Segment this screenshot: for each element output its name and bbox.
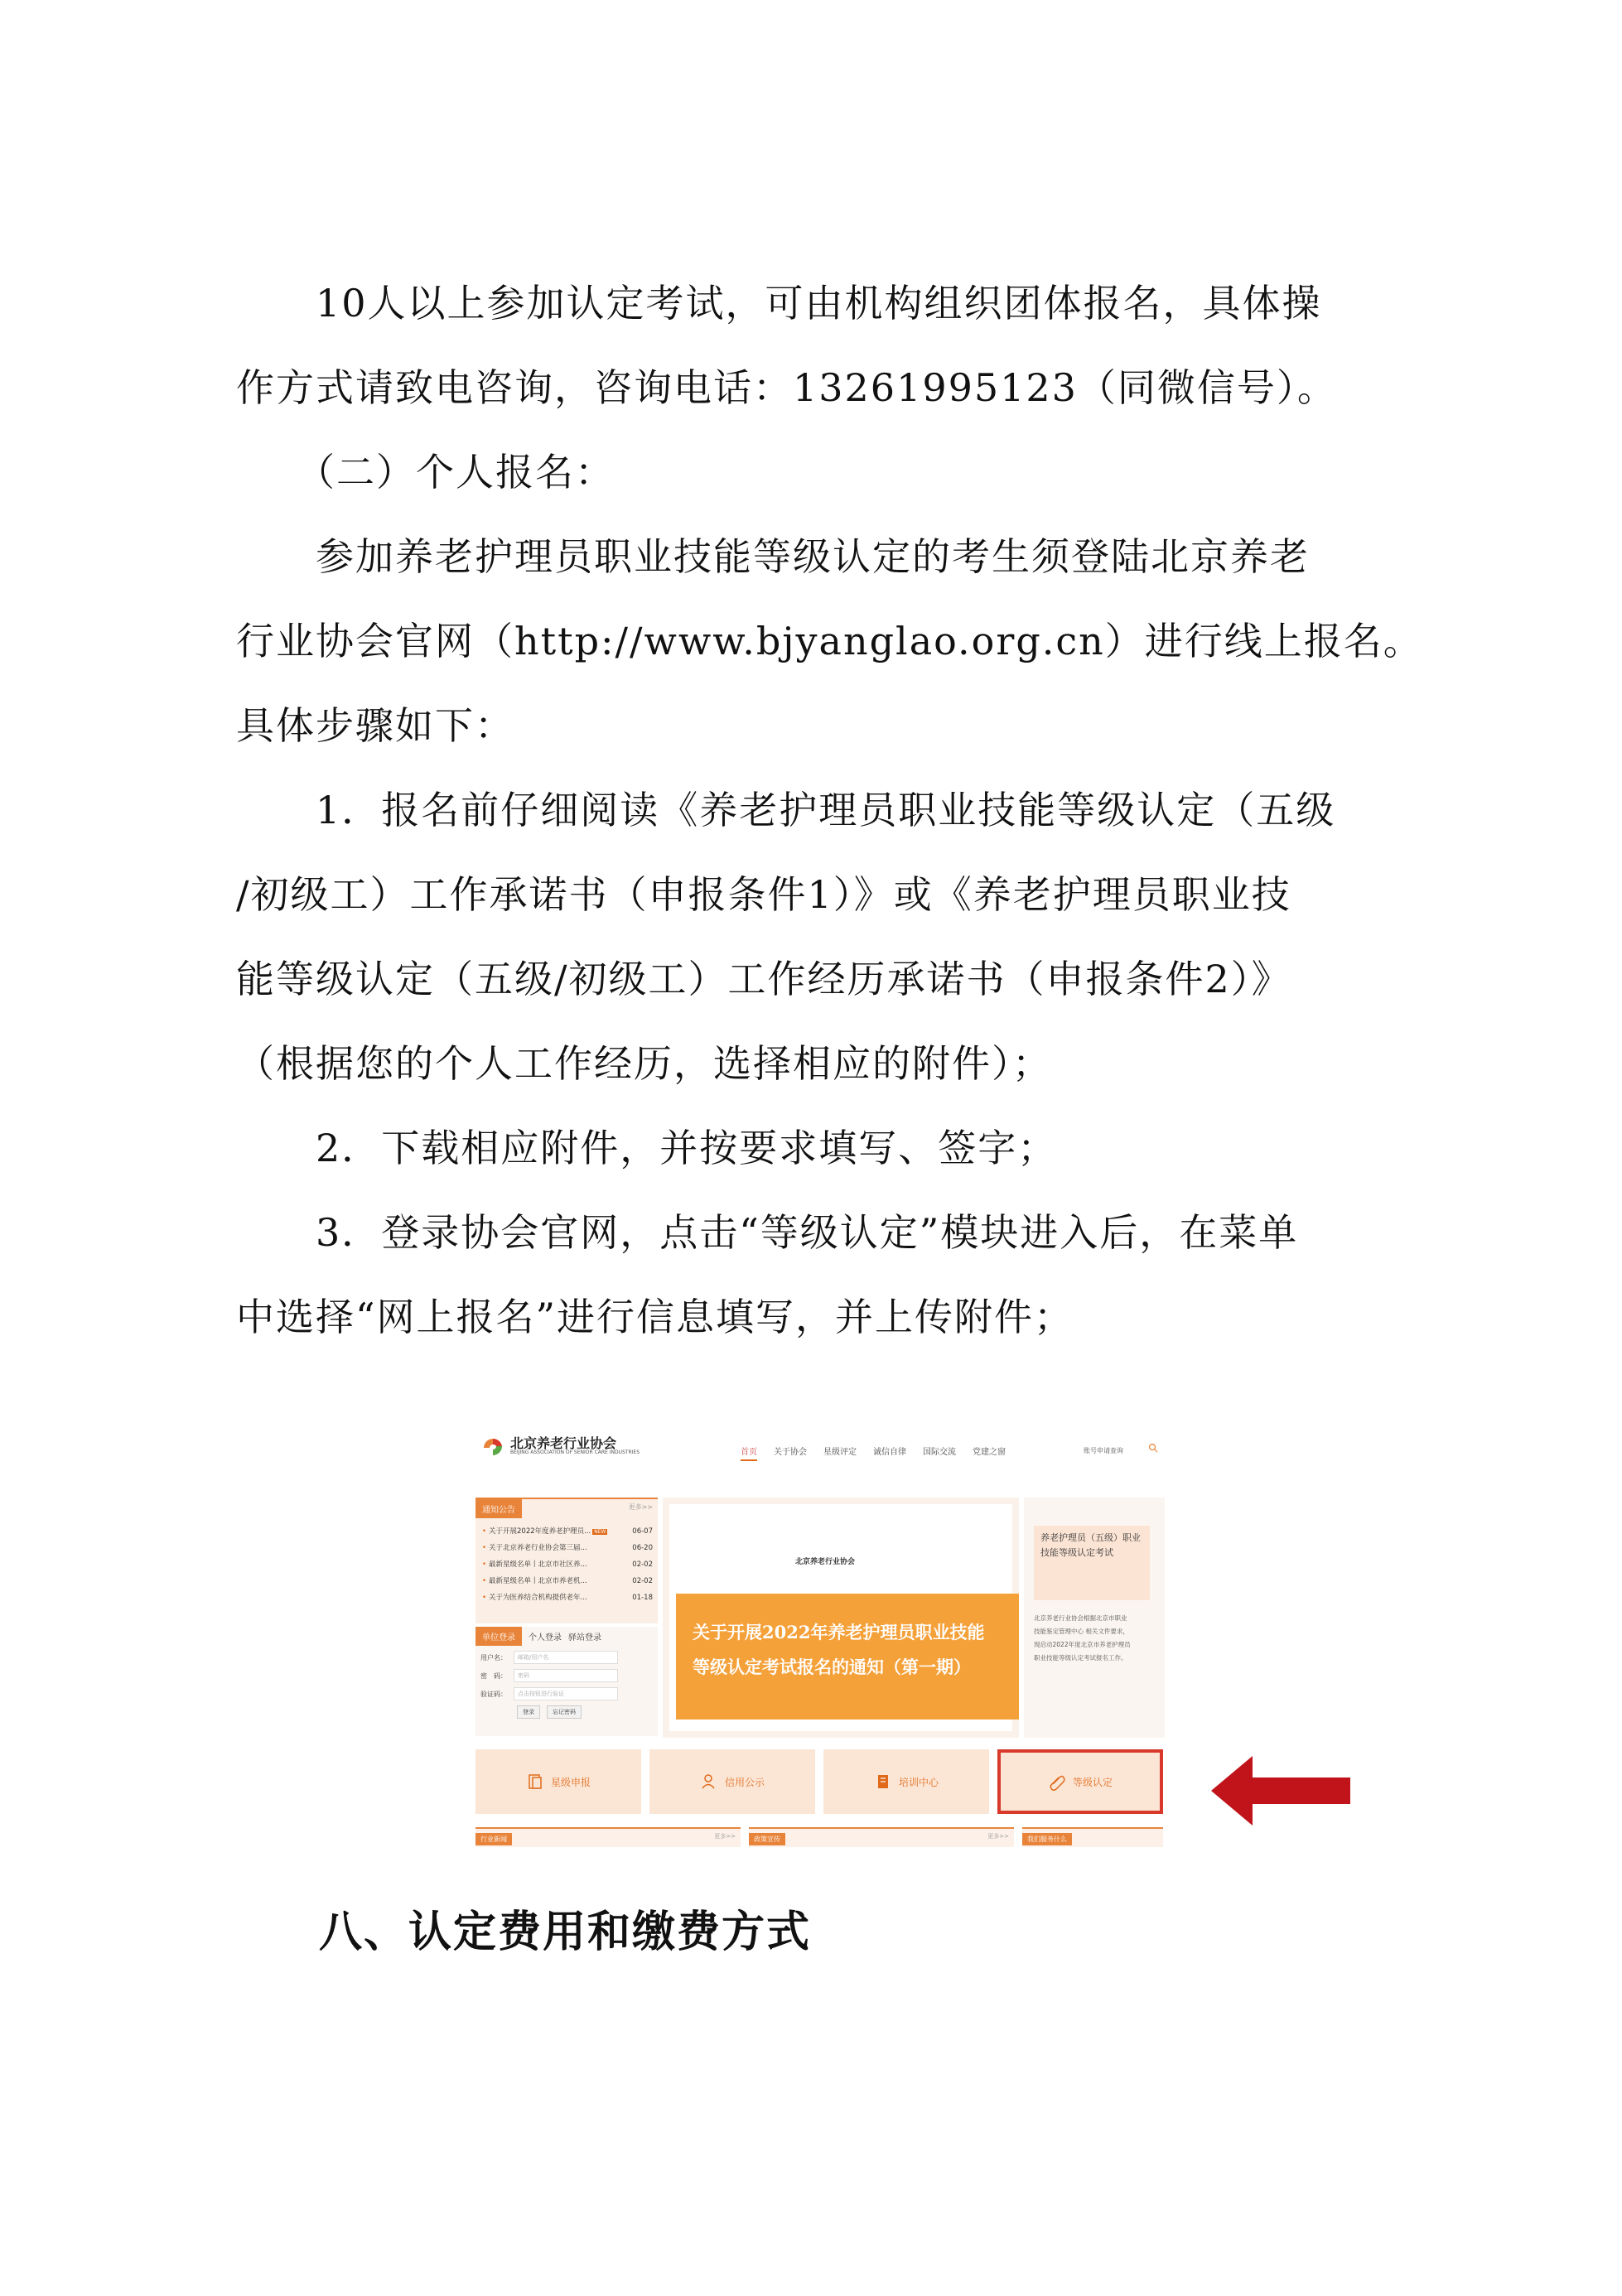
new-badge: NEW (594, 1529, 606, 1535)
login-panel (475, 1627, 658, 1736)
password-input[interactable]: 密码 (514, 1669, 618, 1682)
notice-list (475, 1518, 658, 1606)
paragraph-step-3 (236, 1190, 1412, 1359)
text-line: （根据您的个人工作经历，选择相应的附件）； (236, 1041, 1052, 1086)
association-logo-icon (480, 1435, 505, 1459)
login-button[interactable]: 登录 (517, 1705, 540, 1719)
list-item[interactable]: • 最新星级名单丨北京市养老机... 02-02 (482, 1573, 653, 1589)
right-panel-body: 北京养老行业协会根据北京市职业 技能鉴定管理中心 相关文件要求， 现启动2022年度北京市养老护理员 职业技能等级认定考试报名工作。 (1034, 1614, 1131, 1662)
section-heading: 八、认定费用和缴费方式 (319, 1908, 812, 1957)
paragraph-step-1 (236, 768, 1412, 1106)
policy-tab[interactable]: 政策宣传 (749, 1833, 785, 1845)
search-icon[interactable] (1148, 1443, 1158, 1453)
website-screenshot (471, 1425, 1168, 1852)
username-input[interactable]: 邮箱/用户名 (514, 1651, 618, 1664)
list-item[interactable]: • 最新星级名单丨北京市社区养... 02-02 (482, 1556, 653, 1573)
right-info-panel (1024, 1498, 1165, 1738)
paragraph-step-2 (236, 1106, 1412, 1190)
text-line: 作方式请致电咨询，咨询电话：13261995123（同微信号）。 (236, 365, 1337, 410)
paragraph-group-registration (236, 261, 1412, 430)
tile-credit-public[interactable]: 信用公示 (649, 1749, 815, 1814)
tile-training-center[interactable]: 培训中心 (823, 1749, 989, 1814)
list-item[interactable]: • 关于为医养结合机构提供老年... 01-18 (482, 1589, 653, 1606)
text-line: 中选择“网上报名”进行信息填写，并上传附件； (236, 1295, 1074, 1339)
user-icon (700, 1773, 718, 1791)
tab-personal-login[interactable]: 个人登录 (529, 1633, 562, 1642)
left-column (475, 1498, 658, 1738)
login-tabs (475, 1627, 658, 1646)
right-panel-title[interactable]: 养老护理员（五级）职业技能等级认定考试 (1034, 1526, 1150, 1600)
paperclip-icon (1048, 1773, 1066, 1791)
username-row: 用户名： 邮箱/用户名 (480, 1651, 658, 1664)
tab-unit-login[interactable]: 单位登录 (475, 1627, 522, 1646)
industry-news-more[interactable]: 更多>> (714, 1833, 736, 1840)
nav-about[interactable]: 关于协会 (774, 1448, 807, 1457)
login-buttons (517, 1705, 658, 1719)
banner-logo: 北京养老行业协会 (795, 1558, 856, 1566)
forgot-password-button[interactable]: 忘记密码 (547, 1705, 582, 1719)
text-line: 10人以上参加认定考试，可由机构组织团体报名，具体操 (236, 281, 1322, 326)
site-logo-english: BEIJING ASSOCIATION OF SENIOR CARE INDUSTRIES (510, 1449, 640, 1455)
paragraph-section-individual (236, 430, 1412, 514)
nav-star-rating[interactable]: 星级评定 (823, 1448, 857, 1457)
policy-bar (749, 1827, 1014, 1847)
nav-international[interactable]: 国际交流 (923, 1448, 956, 1457)
book-icon (874, 1773, 892, 1791)
text-line: 1．报名前仔细阅读《养老护理员职业技能等级认定（五级 (236, 788, 1336, 832)
text-line: 3．登录协会官网，点击“等级认定”模块进入后，在菜单 (236, 1210, 1299, 1255)
site-header (471, 1425, 1168, 1471)
captcha-row: 验证码： 点击按钮进行验证 (480, 1687, 658, 1700)
text-line: 具体步骤如下： (236, 703, 514, 748)
tile-star-application[interactable]: 星级申报 (475, 1749, 641, 1814)
text-line: 2．下载相应附件，并按要求填写、签字； (236, 1126, 1058, 1170)
tab-station-login[interactable]: 驿站登录 (568, 1633, 601, 1642)
nav-integrity[interactable]: 诚信自律 (873, 1448, 906, 1457)
text-line: 行业协会官网（http://www.bjyanglao.org.cn）进行线上报名。 (236, 619, 1423, 663)
nav-party-building[interactable]: 党建之窗 (973, 1448, 1006, 1457)
services-tab[interactable]: 我们服务什么 (1022, 1833, 1072, 1845)
industry-news-bar (475, 1827, 741, 1847)
password-row: 密 码： 密码 (480, 1669, 658, 1682)
arrow-left-icon (1211, 1756, 1350, 1826)
services-bar (1022, 1827, 1163, 1847)
banner-card[interactable] (669, 1504, 1012, 1731)
list-item[interactable]: • 关于北京养老行业协会第三届... 06-20 (482, 1540, 653, 1556)
list-item[interactable]: • 关于开展2022年度养老护理员... NEW 06-07 (482, 1523, 653, 1540)
notice-more-link[interactable]: 更多>> (628, 1503, 653, 1511)
site-logo-name: 北京养老行业协会 (510, 1435, 617, 1451)
text-line: （二）个人报名： (236, 450, 615, 494)
banner-image[interactable] (676, 1594, 1019, 1720)
text-line: 参加养老护理员职业技能等级认定的考生须登陆北京养老 (236, 534, 1310, 579)
paragraph-website-login (236, 514, 1423, 768)
banner-area (663, 1498, 1019, 1738)
main-nav (741, 1445, 1006, 1461)
text-line: /初级工）工作承诺书（申报条件1）》或《养老护理员职业技 (236, 872, 1291, 917)
tile-level-certification[interactable]: 等级认定 (997, 1749, 1163, 1814)
document-icon (526, 1773, 544, 1791)
feature-tiles (475, 1749, 1168, 1819)
policy-more[interactable]: 更多>> (987, 1833, 1009, 1840)
notice-title[interactable]: 通知公告 (475, 1499, 522, 1518)
industry-news-tab[interactable]: 行业新闻 (475, 1833, 512, 1845)
account-query-link[interactable]: 账号申请查询 (1084, 1447, 1123, 1454)
banner-headline: 关于开展2022年养老护理员职业技能 等级认定考试报名的通知（第一期） (693, 1622, 985, 1677)
text-line: 能等级认定（五级/初级工）工作经历承诺书（申报条件2）》 (236, 957, 1291, 1001)
notice-panel (475, 1498, 658, 1623)
nav-home[interactable]: 首页 (741, 1445, 757, 1461)
captcha-input[interactable]: 点击按钮进行验证 (514, 1687, 618, 1700)
bottom-sections (475, 1822, 1168, 1847)
